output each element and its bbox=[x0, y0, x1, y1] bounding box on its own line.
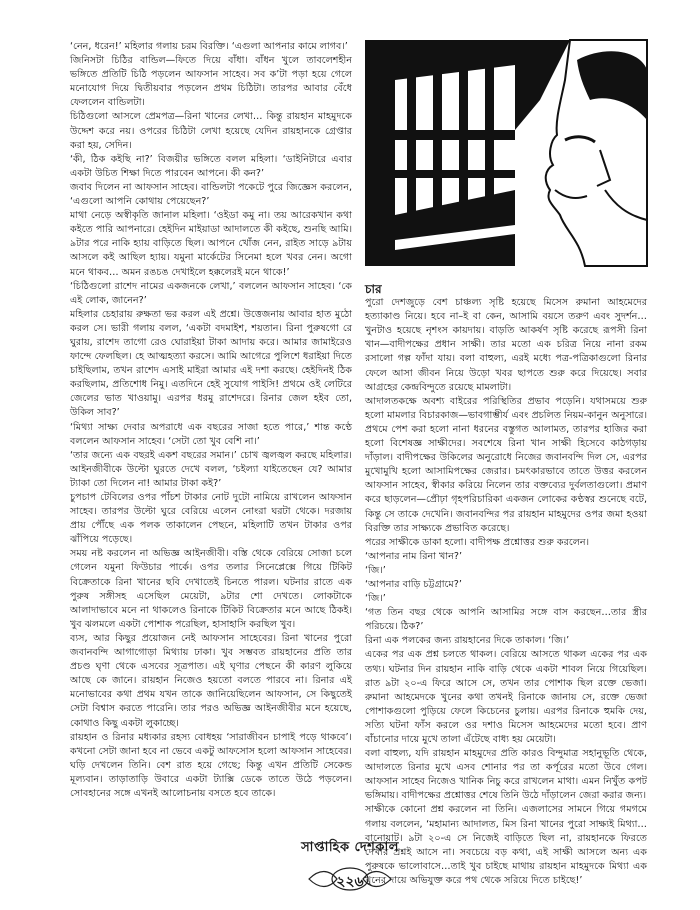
paragraph: রায়হান ও রিনার মধ্যকার রহস্য বোধহয় ‘সারাজীবন চাপাই পড়ে থাকবে’। কখনো সেটা জানা হবে না ভেবে একটু আফসোস হলো আফসান সাহেবের। ঘড়ি দেখলেন তিনি। বেশ রাত হয়ে গেছে; কিন্তু এখন প্রতিটি সেকেন্ড মূল্যবান। তাড়াতাড়ি উবারে একটা ট্যাক্সি ডেকে তাতে উঠে পড়লেন। সোবহানের সঙ্গে এখনই আলোচনায় বসতে হবে তাকে। bbox=[70, 731, 352, 799]
paragraph: মাথা নেড়ে অস্বীকৃতি জানাল মহিলা। ‘ওইডা কমু না। তয় আরেকখান কথা কইতে পারি আপনারে। হেইদিন মাইয়াডা আদালতে কী কইছে, শুনছি আমি। ৯টার পরে নাকি হ্যায় বাড়িতে ছিল। আপনে খোঁজ নেন, রাইত সাড়ে ৯টায় আসলে কই আছিল হ্যায়। যমুনা মার্কেটের সিনেমা হলে খবর নেন। অগো মনে থাকব… অমন রঙচঙ দেখাইলে হক্কলেরই মনে থাকে!’ bbox=[70, 210, 352, 278]
paragraph: মহিলার চেহারায় রুক্ষতা ভর করল এই প্রশ্নে। উত্তেজনায় আবার হাত মুঠো করল সে। ভারী গলায় বলল, ‘একটা বদমাইশ, শয়তান। রিনা পুরুষগো রে ঘুরায়, রাশেদ তাগো রেও ঘোরাইয়া টাকা আদায় করে। আমার জামাইরেও ফান্দে ফেলছিল। হে আত্মহত্যা করসে। আমি আগেরে পুলিশে ধরাইয়া দিতে চাইছিলাম, তখন রাশেদ এসাই মাইরা আমার এই দশা করছে। হেইদিনই ঠিক করছিলাম, প্রতিশোধ নিমু। এতদিনে হেই সুযোগ পাইসি! প্রথমে ওই লেটিরে জেলের ভাত খাওয়ামু। এরপর ধরমু রাশেদরে। রিনার জেল হইব তো, উকিল সাব?’ bbox=[70, 308, 352, 419]
paragraph: চুপচাপ টেবিলের ওপর পাঁচশ টাকার নোট দুটো নামিয়ে রাখলেন আফসান সাহেব। তারপর উল্টো ঘুরে বেরিয়ে এলেন নোংরা ঘরটা থেকে। দরজায় প্রায় পৌঁছে এক পলক তাকালেন পেছনে, মহিলাটি তখন টাকার ওপর ঝাঁপিয়ে পড়েছে। bbox=[70, 492, 352, 546]
illustration bbox=[365, 40, 647, 266]
left-column bbox=[70, 40, 352, 820]
masthead: সাপ্তাহিক দেশকাল bbox=[301, 840, 399, 855]
paragraph: পুরো দেশজুড়ে বেশ চাঞ্চল্য সৃষ্টি হয়েছে মিসেস রুমানা আহমেদের হত্যাকাণ্ড নিয়ে। হবে না–ই বা কেন, আসামি বয়সে তরুণ এবং সুদর্শন… খুনটাও হয়েছে নৃশংস কায়দায়। বাড়তি আকর্ষণ সৃষ্টি করেছে রূপসী রিনা খান—বাদীপক্ষের প্রধান সাক্ষী। তার মতো এক চরিত্র নিয়ে নানা রকম রসালো গল্প ফাঁদা যায়। বলা বাহুল্য, এরই মধ্যে পত্র-পত্রিকাগুলো রিনার ফেলে আসা জীবন নিয়ে উড়ো খবর ছাপতে শুরু করে দিয়েছে। সবার আগ্রহের কেন্দ্রবিন্দুতে রয়েছে মামলাটা। bbox=[365, 297, 647, 393]
paragraph: একের পর এক প্রশ্ন চলতে থাকল। বেরিয়ে আসতে থাকল একের পর এক তথ্য। ঘটনার দিন রায়হান নাকি বাড়ি থেকে একটা শাবল নিয়ে গিয়েছিল। রাত ৯টা ২০-এ ফিরে আসে সে, তখন তার পোশাক ছিল রক্তে ভেজা। রুমানা আহমেদকে খুনের কথা তখনই রিনাকে জানায় সে, রক্তে ভেজা পোশাকগুলো পুড়িয়ে ফেলে কিচেনের চুলায়। এরপর রিনাকে হুমকি দেয়, সত্যি ঘটনা ফাঁস করলে ওর দশাও মিসেস আহমেদের মতো হবে। প্রাণ বাঁচানোর দায়ে মুখে তালা এঁটেছে বাধ্য হয় মেয়েটা। bbox=[365, 649, 647, 745]
paragraph: ‘মিথ্যা সাক্ষ্য দেবার অপরাধে এক বছরের সাজা হতে পারে,’ শান্ত কণ্ঠে বললেন আফসান সাহেব। ‘সেটা তো খুব বেশি না।’ bbox=[70, 421, 352, 447]
page-footer bbox=[0, 838, 700, 897]
paragraph: রিনা এক পলকের জন্য রায়হানের দিকে তাকাল। ‘জি।’ bbox=[365, 635, 570, 647]
page-number-badge bbox=[305, 865, 395, 893]
paragraph: আদালতকক্ষে অবশ্য বাইরের পরিস্থিতির প্রভাব পড়েনি। যথাসময়ে শুরু হলো মামলার বিচারকাজ—ভাবগাম্ভীর্য এবং প্রচলিত নিয়ম-কানুন অনুসারে। প্রথমে পেশ করা হলো নানা ধরনের বস্তুগত আলামত, তারপর হাজির করা হলো বিশেষজ্ঞ সাক্ষীদের। সবশেষে রিনা খান সাক্ষী হিসেবে কাঠগড়ায় দাঁড়াল। বাদীপক্ষের উকিলের অনুরোধে নিজের জবানবন্দি দিল সে, এরপর মুখোমুখি হলো আসামিপক্ষের জেরার। চমৎকারভাবে তাতে উত্তর করলেন আফসান সাহেব, স্বীকার করিয়ে নিলেন তার বক্তব্যের দুর্বলতাগুলো। প্রমাণ করে ছাড়লেন—প্রৌঢ়া গৃহপরিচারিকা একজন লোকের কণ্ঠস্বর শুনেছে বটে, কিন্তু সে তাকে দেখেনি। জবানবন্দির পর রায়হান মাহমুদের ওপর জমা হওয়া বিরক্তি তার সাক্ষ্যকে প্রভাবিত করেছে। bbox=[365, 395, 647, 534]
paragraph: ‘আপনার বাড়ি চট্টগ্রামে?’ bbox=[365, 578, 462, 590]
paragraph: জবাব দিলেন না আফসান সাহেব। বান্ডিলটা পকেটে পুরে জিজ্ঞেস করলেন, ‘এগুলো আপনি কোথায় পেয়েছেন?’ bbox=[70, 181, 352, 208]
paragraph: ‘জি।’ bbox=[365, 593, 386, 605]
paragraph: ‘জি।’ bbox=[365, 564, 386, 576]
paragraph: ‘চিঠিগুলো রাশেদ নামের একজনকে লেখা,’ বললেন আফসান সাহেব। ‘কে এই লোক, জানেন?’ bbox=[70, 280, 352, 306]
paragraph: বলা বাহুল্য, যদি রায়হান মাহমুদের প্রতি কারও বিন্দুমাত্র সহানুভূতি থেকে, আদালতে রিনার মুখে এসব শোনার পর তা কর্পূরের মতো উবে গেল। আফসান সাহেব নিজেও খানিক নিচু করে রাখলেন মাথা। এমন নিখুঁত কপট ভঙ্গিমায়। বাদীপক্ষের প্রশ্নোত্তর শেষে তিনি উঠে দাঁড়ালেন জেরা করার জন্য। bbox=[365, 748, 647, 802]
paragraph: ‘গত তিন বছর থেকে আপনি আসামির সঙ্গে বাস করছেন…তার স্ত্রীর পরিচয়ে। ঠিক?’ bbox=[365, 607, 647, 633]
paragraph: ‘তার জন্যে এক বছরই একশ বছরের সমান।’ চোখ জ্বলজ্বল করছে মহিলার। আইনজীবীকে উল্টো ঘুরতে দেখে বলল, ‘চইল্যা যাইতেছেন যে? আমার ট্যাকা তো দিলেন না! আমার টাকা কই?’ bbox=[70, 449, 352, 489]
paragraph: পরের সাক্ষীকে ডাকা হলো। বাদীপক্ষ প্রশ্নোত্তর শুরু করলেন। bbox=[365, 536, 590, 548]
right-column-body bbox=[365, 296, 647, 888]
section-heading: চার bbox=[365, 282, 382, 296]
paragraph: ব্যস, আর কিছুর প্রয়োজন নেই আফসান সাহেবের। রিনা খানের পুরো জবানবন্দি আগাগোড়া মিথ্যায় ঢাকা। খুব সম্ভবত রায়হানের প্রতি তার প্রচণ্ড ঘৃণা থেকে এসবের সূত্রপাত। এই ঘৃণার পেছনে কী কারণ লুকিয়ে আছে কে জানে। রায়হান নিজেও হয়তো বলতে পারবে না। রিনার এই মনোভাবের কথা প্রথম যখন তাকে জানিয়েছিলেন আফসান, সে কিছুতেই সেটা বিশ্বাস করতে পারেনি। তার পরও অভিজ্ঞ আইনজীবীর মনে হয়েছে, কোথাও কিছু একটা লুকাচ্ছে। bbox=[70, 632, 352, 729]
paragraph: চিঠিগুলো আসলে প্রেমপত্র—রিনা খানের লেখা… কিন্তু রায়হান মাহমুদকে উদ্দেশ করে নয়। ওপরের চিঠিটা লেখা হয়েছে যেদিন রায়হানকে গ্রেপ্তার করা হয়, সেদিন। bbox=[70, 111, 352, 151]
paragraph: ‘নেন, ধরেন!’ মহিলার গলায় চরম বিরক্তি। ‘এগুলা আপনার কামে লাগব।’ bbox=[70, 41, 348, 52]
right-column bbox=[365, 282, 647, 886]
paragraph: ‘আপনার নাম রিনা খান?’ bbox=[365, 550, 463, 562]
page-number: ২২৬ bbox=[336, 874, 364, 890]
paragraph: সাক্ষীকে কোনো প্রশ্ন করলেন না তিনি। এজলাসের সামনে গিয়ে গমগমে গলায় বললেন, ‘মহামান্য আদালত, মিস রিনা খানের পুরো সাক্ষ্যই মিথ্যা…বানোয়াট। ৯টা ২০-এ সে নিজেই বাড়িতে ছিল না, রায়হানকে ফিরতে দেখার প্রশ্নই আসে না। সবচেয়ে বড় কথা, এই সাক্ষী আসলে অন্য এক পুরুষকে ভালোবাসে…তাই খুব চাইছে মাথায় রায়হান মাহমুদকে মিথ্যা এক খুনের দায়ে অভিযুক্ত করে পথ থেকে সরিয়ে দিতে চাইছে!’ bbox=[365, 804, 647, 886]
jail-window-illustration bbox=[365, 40, 647, 266]
paragraph: জিনিসটা চিঠির বান্ডিল—ফিতে দিয়ে বাঁধা। বাঁধন খুলে তাবলেশহীন ভঙ্গিতে প্রতিটি চিঠি পড়লেন আফসান সাহেব। সব ক’টা পড়া হয়ে গেলে মনোযোগ দিয়ে দ্বিতীয়বার পড়লেন প্রথম চিঠিটা। তারপর আবার বেঁধে ফেললেন বান্ডিলটা। bbox=[70, 55, 352, 109]
paragraph: ‘কী, ঠিক কইছি না?’ বিজয়ীর ভঙ্গিতে বলল মহিলা। ‘ডাইনিটারে এবার একটা উচিত শিক্ষা দিতে পারবেন আপনে। কী কন?’ bbox=[70, 153, 352, 179]
paragraph: সময় নষ্ট করলেন না অভিজ্ঞ আইনজীবী। বস্তি থেকে বেরিয়ে সোজা চলে গেলেন যমুনা ফিউচার পার্কে। ওপর তলার সিনেপ্লেক্সে গিয়ে টিকিট বিক্রেতাকে রিনা খানের ছবি দেখাতেই চিনতে পারল। ঘটনার রাতে এক পুরুষ সঙ্গীসহ এসেছিল মেয়েটা, ৯টার শো দেখতে। লোকটাকে আলাদাভাবে মনে না থাকলেও রিনাকে টিকিট বিক্রেতার মনে আছে ঠিকই। খুব ঝলমলে একটা পোশাক পরেছিল, হাসাহাসি করছিল খুব। bbox=[70, 548, 352, 630]
